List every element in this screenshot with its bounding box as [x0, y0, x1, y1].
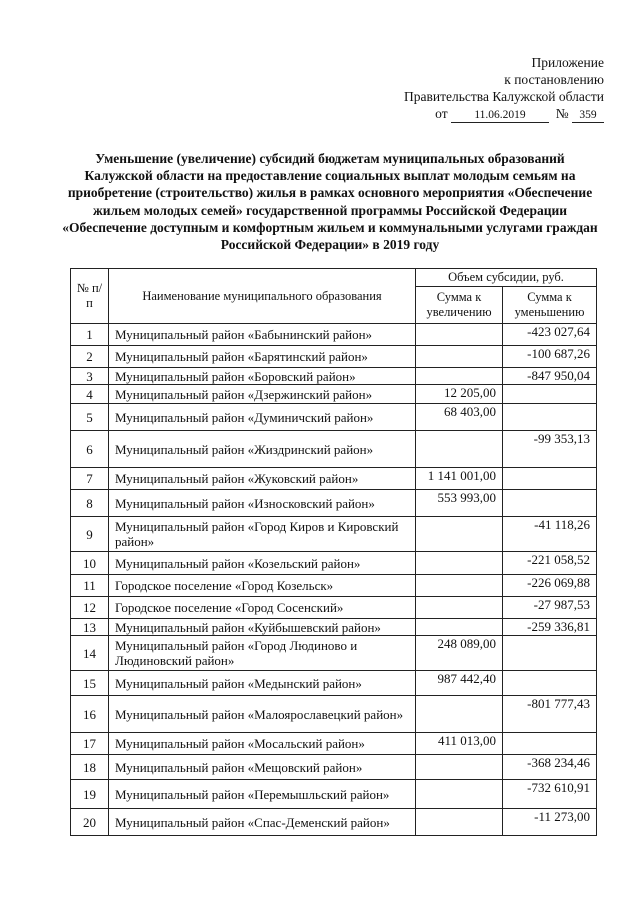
- row-number: 10: [71, 552, 109, 575]
- row-name: Муниципальный район «Мосальский район»: [109, 733, 416, 755]
- row-increase: [416, 809, 503, 836]
- table-row: [71, 468, 597, 490]
- table-row: [71, 385, 597, 404]
- row-number: 3: [71, 368, 109, 385]
- resolution-date: 11.06.2019: [451, 109, 549, 123]
- appendix-to-resolution: к постановлению: [504, 72, 604, 87]
- document-title: Уменьшение (увеличение) субсидий бюджетам муниципальных образований Калужской области на предоставление социальных выплат молодым семьям на приобретение (строительство) жилья в рамках основного мероприятия «Обеспечение жильем молодых семей» государственной программы Российской Федерации «Обеспечение доступным и комфортным жильем и коммунальными услугами граждан Российской Федерации» в 2019 году: [62, 151, 598, 253]
- from-label: от: [435, 106, 448, 121]
- row-increase: 12 205,00: [416, 385, 503, 404]
- row-number: 12: [71, 597, 109, 619]
- row-decrease: -99 353,13: [503, 431, 597, 468]
- row-decrease: -732 610,91: [503, 780, 597, 809]
- row-decrease: -11 273,00: [503, 809, 597, 836]
- row-increase: [416, 755, 503, 780]
- row-name: Муниципальный район «Жиздринский район»: [109, 431, 416, 468]
- row-increase: [416, 517, 503, 552]
- table-row: [71, 517, 597, 552]
- row-name: Муниципальный район «Малоярославецкий район»: [109, 696, 416, 733]
- row-number: 20: [71, 809, 109, 836]
- header-decrease: Сумма к уменьшению: [503, 287, 597, 324]
- row-name: Городское поселение «Город Козельск»: [109, 575, 416, 597]
- row-name: Муниципальный район «Боровский район»: [109, 368, 416, 385]
- row-decrease: -423 027,64: [503, 324, 597, 346]
- row-increase: [416, 346, 503, 368]
- row-decrease: [503, 385, 597, 404]
- row-name: Муниципальный район «Износковский район»: [109, 490, 416, 517]
- appendix-government: Правительства Калужской области: [403, 89, 604, 104]
- header-number: № п/п: [71, 269, 109, 324]
- row-increase: [416, 597, 503, 619]
- row-name: Городское поселение «Город Сосенский»: [109, 597, 416, 619]
- row-decrease: -368 234,46: [503, 755, 597, 780]
- row-name: Муниципальный район «Город Киров и Кировский район»: [109, 517, 416, 552]
- table-row: [71, 346, 597, 368]
- subsidy-table: [70, 268, 597, 836]
- row-number: 7: [71, 468, 109, 490]
- row-number: 9: [71, 517, 109, 552]
- table-row: [71, 597, 597, 619]
- row-increase: 248 089,00: [416, 636, 503, 671]
- row-decrease: [503, 468, 597, 490]
- row-number: 11: [71, 575, 109, 597]
- row-decrease: -226 069,88: [503, 575, 597, 597]
- row-number: 13: [71, 619, 109, 636]
- table-row: [71, 696, 597, 733]
- row-increase: [416, 368, 503, 385]
- row-name: Муниципальный район «Дзержинский район»: [109, 385, 416, 404]
- row-number: 8: [71, 490, 109, 517]
- table-row: [71, 809, 597, 836]
- row-increase: [416, 431, 503, 468]
- table-row: [71, 733, 597, 755]
- row-increase: [416, 575, 503, 597]
- row-increase: [416, 324, 503, 346]
- row-decrease: -259 336,81: [503, 619, 597, 636]
- number-label: №: [555, 106, 569, 121]
- row-number: 14: [71, 636, 109, 671]
- appendix-title: Приложение: [531, 55, 604, 70]
- row-name: Муниципальный район «Козельский район»: [109, 552, 416, 575]
- table-row: [71, 552, 597, 575]
- row-increase: [416, 696, 503, 733]
- row-increase: 68 403,00: [416, 404, 503, 431]
- header-subsidy-volume: Объем субсидии, руб.: [416, 269, 597, 287]
- row-name: Муниципальный район «Перемышльский район»: [109, 780, 416, 809]
- row-decrease: -847 950,04: [503, 368, 597, 385]
- table-row: [71, 780, 597, 809]
- row-name: Муниципальный район «Мещовский район»: [109, 755, 416, 780]
- row-number: 5: [71, 404, 109, 431]
- row-decrease: [503, 671, 597, 696]
- table-row: [71, 368, 597, 385]
- row-increase: 553 993,00: [416, 490, 503, 517]
- table-row: [71, 755, 597, 780]
- table-row: [71, 636, 597, 671]
- table-row: [71, 431, 597, 468]
- row-decrease: -801 777,43: [503, 696, 597, 733]
- row-name: Муниципальный район «Барятинский район»: [109, 346, 416, 368]
- row-number: 2: [71, 346, 109, 368]
- row-name: Муниципальный район «Думиничский район»: [109, 404, 416, 431]
- row-increase: [416, 619, 503, 636]
- row-decrease: -41 118,26: [503, 517, 597, 552]
- row-increase: 987 442,40: [416, 671, 503, 696]
- row-increase: [416, 780, 503, 809]
- table-row: [71, 671, 597, 696]
- row-number: 19: [71, 780, 109, 809]
- table-row: [71, 490, 597, 517]
- row-name: Муниципальный район «Город Людиново и Людиновский район»: [109, 636, 416, 671]
- row-decrease: -27 987,53: [503, 597, 597, 619]
- row-name: Муниципальный район «Бабынинский район»: [109, 324, 416, 346]
- resolution-number: 359: [572, 109, 604, 123]
- row-number: 18: [71, 755, 109, 780]
- row-decrease: -100 687,26: [503, 346, 597, 368]
- table-row: [71, 404, 597, 431]
- row-number: 16: [71, 696, 109, 733]
- row-decrease: -221 058,52: [503, 552, 597, 575]
- row-increase: 411 013,00: [416, 733, 503, 755]
- header-increase: Сумма к увеличению: [416, 287, 503, 324]
- row-decrease: [503, 733, 597, 755]
- row-number: 6: [71, 431, 109, 468]
- row-decrease: [503, 404, 597, 431]
- table-row: [71, 575, 597, 597]
- row-decrease: [503, 490, 597, 517]
- row-decrease: [503, 636, 597, 671]
- table-row: [71, 324, 597, 346]
- row-name: Муниципальный район «Жуковский район»: [109, 468, 416, 490]
- row-number: 15: [71, 671, 109, 696]
- header-name: Наименование муниципального образования: [109, 269, 416, 324]
- row-name: Муниципальный район «Медынский район»: [109, 671, 416, 696]
- appendix-header: [404, 54, 604, 123]
- row-name: Муниципальный район «Спас-Деменский район»: [109, 809, 416, 836]
- row-increase: [416, 552, 503, 575]
- table-row: [71, 619, 597, 636]
- row-number: 17: [71, 733, 109, 755]
- row-number: 1: [71, 324, 109, 346]
- row-increase: 1 141 001,00: [416, 468, 503, 490]
- appendix-date-line: [404, 105, 604, 123]
- row-name: Муниципальный район «Куйбышевский район»: [109, 619, 416, 636]
- row-number: 4: [71, 385, 109, 404]
